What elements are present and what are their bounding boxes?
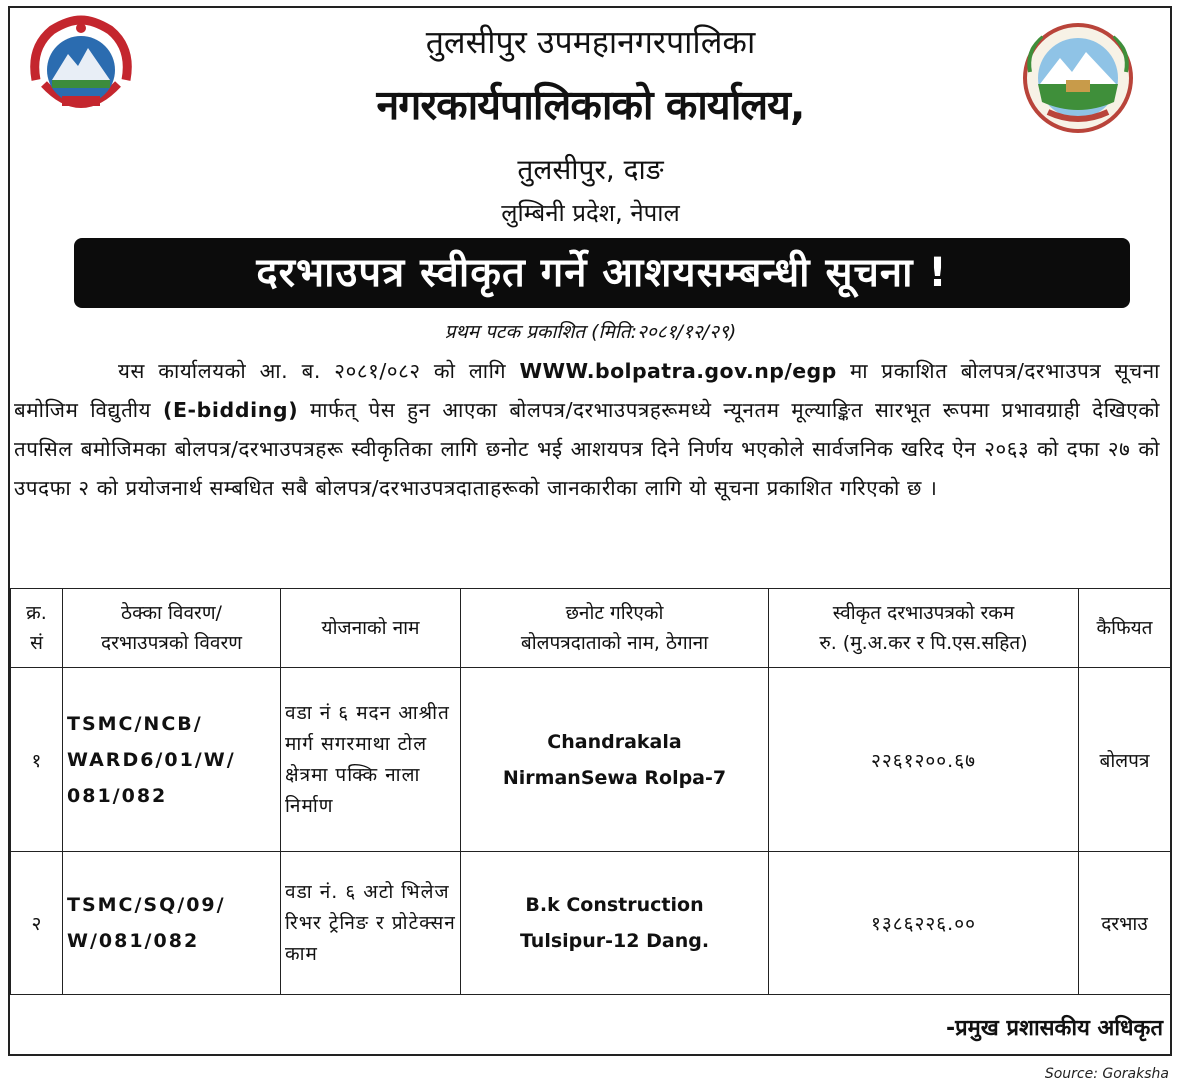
- row-sn: १: [11, 668, 63, 852]
- body-text-1: यस कार्यालयको आ. ब. २०८१/०८२ को लागि: [118, 359, 520, 383]
- row-bidder: [461, 668, 769, 852]
- header-contract-line1: ठेक्का विवरण/: [121, 602, 222, 624]
- header-bidder: [461, 589, 769, 668]
- ebidding-term: (E-bidding): [162, 398, 299, 422]
- row-amount: २२६१२००.६७: [769, 668, 1079, 852]
- header-sn: [11, 589, 63, 668]
- table-header-row: [11, 589, 1171, 668]
- header-amount-line1: स्वीकृत दरभाउपत्रको रकम: [832, 602, 1015, 624]
- header-bidder-line1: छनोट गरिएको: [565, 602, 664, 624]
- row-contract-id: TSMC/SQ/09/ W/081/082: [63, 852, 281, 995]
- row-sn: २: [11, 852, 63, 995]
- office-name: नगरकार्यपालिकाको कार्यालय,: [376, 81, 805, 129]
- header-project: योजनाको नाम: [281, 589, 461, 668]
- row-bidder: [461, 852, 769, 995]
- row-amount: १३८६२२६.००: [769, 852, 1079, 995]
- publication-date: प्रथम पटक प्रकाशित (मिति:२०८१/१२/२९): [444, 321, 737, 343]
- row-remarks: बोलपत्र: [1079, 668, 1171, 852]
- row-contract-id: TSMC/NCB/ WARD6/01/W/ 081/082: [63, 668, 281, 852]
- body-text-2: मा प्रकाशित बोलपत्र/दरभाउपत्र सूचना बमोजिम विद्युतीय: [14, 359, 1160, 422]
- body-text-3: मार्फत् पेस हुन आएका बोलपत्र/दरभाउपत्रहरूमध्ये न्यूनतम मूल्याङ्कित सारभूत रूपमा प्रभावग्राही देखिएको तपसिल बमोजिमका बोलपत्र/दरभाउपत्रहरू स्वीकृतिका लागि छनोट भई आशयपत्र दिने निर्णय भएकोले सार्वजनिक खरिद ऐन २०६३ को दफा २७ को उपदफा २ को प्रयोजनार्थ सम्बधित सबै बोलपत्र/दरभाउपत्रदाताहरूको जानकारीका लागि यो सूचना प्रकाशित गरिएको छ ।: [14, 398, 1160, 500]
- header-contract: [63, 589, 281, 668]
- table-row: [11, 668, 1171, 852]
- award-table: [10, 588, 1171, 995]
- row-bidder-address: Tulsipur-12 Dang.: [519, 930, 710, 952]
- city-line: तुलसीपुर, दाङ: [517, 153, 664, 186]
- row-project-name: वडा नं ६ मदन आश्रीत मार्ग सगरमाथा टोल क्षेत्रमा पक्कि नाला निर्माण: [281, 668, 461, 852]
- egp-url-link[interactable]: WWW.bolpatra.gov.np/egp: [519, 359, 837, 383]
- header-contract-line2: दरभाउपत्रको विवरण: [101, 632, 242, 654]
- header-amount: [769, 589, 1079, 668]
- row-bidder-name: B.k Construction: [525, 894, 704, 916]
- header-amount-line2: रु. (मु.अ.कर र पि.एस.सहित): [819, 632, 1028, 654]
- province-line: लुम्बिनी प्रदेश, नेपाल: [501, 199, 680, 227]
- header-sn-line1: क्र.: [26, 602, 47, 624]
- row-bidder-name: Chandrakala: [547, 730, 682, 753]
- signature-line: -प्रमुख प्रशासकीय अधिकृत: [946, 1016, 1163, 1041]
- row-remarks: दरभाउ: [1079, 852, 1171, 995]
- row-project-name: वडा नं. ६ अटो भिलेज रिभर ट्रेनिङ र प्रोटेक्सन काम: [281, 852, 461, 995]
- header-remarks: कैफियत: [1079, 589, 1171, 668]
- source-credit: Source: Goraksha: [1044, 1066, 1169, 1082]
- notice-body: [14, 352, 1160, 508]
- municipality-name: तुलसीपुर उपमहानगरपालिका: [425, 23, 756, 61]
- header-sn-line2: सं: [30, 632, 43, 654]
- row-bidder-address: NirmanSewa Rolpa-7: [502, 766, 727, 789]
- table-row: [11, 852, 1171, 995]
- notice-title: दरभाउपत्र स्वीकृत गर्ने आशयसम्बन्धी सूचना !: [74, 238, 1130, 308]
- header-bidder-line2: बोलपत्रदाताको नाम, ठेगाना: [520, 632, 709, 654]
